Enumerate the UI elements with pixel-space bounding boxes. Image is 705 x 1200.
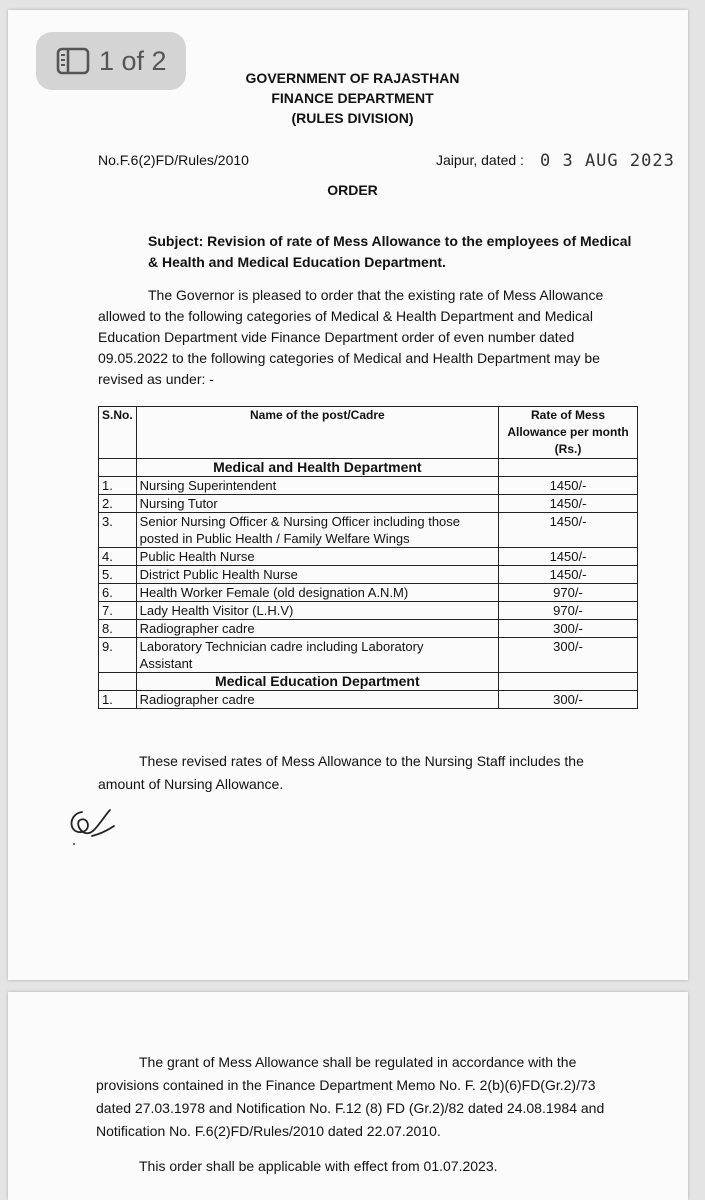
row-sno: 7. (99, 602, 137, 620)
table-row (99, 638, 638, 673)
row-post-name-line-2: Assistant (139, 656, 193, 671)
row-rate: 300/- (499, 638, 638, 673)
paragraph-1-line-2: allowed to the following categories of Medical & Health Department and Medical (98, 308, 593, 324)
row-post-name: Health Worker Female (old designation A.N.M) (136, 584, 498, 602)
row-post-name (136, 513, 498, 548)
empty-cell (499, 673, 638, 691)
table-row (99, 513, 638, 548)
header-post-name: Name of the post/Cadre (136, 407, 498, 459)
table-row (99, 477, 638, 495)
header-rate-line-2: Allowance per month (507, 425, 629, 439)
row-post-name-line-1: Senior Nursing Officer & Nursing Officer including those (139, 514, 461, 529)
row-rate: 1450/- (499, 548, 638, 566)
row-sno: 4. (99, 548, 137, 566)
letterhead (0, 68, 705, 128)
row-rate: 300/- (499, 691, 638, 709)
row-sno: 2. (99, 495, 137, 513)
row-post-name-line-1: Laboratory Technician cadre including Laboratory (139, 639, 424, 654)
row-post-name: Nursing Tutor (136, 495, 498, 513)
row-sno: 8. (99, 620, 137, 638)
table-row (99, 566, 638, 584)
row-sno: 6. (99, 584, 137, 602)
row-sno: 9. (99, 638, 137, 673)
empty-cell (99, 459, 137, 477)
row-sno: 5. (99, 566, 137, 584)
page2-para2: This order shall be applicable with effect from 01.07.2023. (139, 1158, 498, 1174)
row-rate: 1450/- (499, 566, 638, 584)
table-row (99, 620, 638, 638)
row-post-name: Nursing Superintendent (136, 477, 498, 495)
table-row (99, 691, 638, 709)
section-row (99, 673, 638, 691)
page2-para1-line-4: Notification No. F.6(2)FD/Rules/2010 dated 22.07.2010. (96, 1123, 441, 1139)
row-post-name-line-2: posted in Public Health / Family Welfare Wings (139, 531, 410, 546)
header-rate (499, 407, 638, 459)
row-post-name: District Public Health Nurse (136, 566, 498, 584)
section-title-medical-health: Medical and Health Department (136, 459, 498, 477)
table-row (99, 602, 638, 620)
row-rate: 1450/- (499, 495, 638, 513)
page2-para1-line-3: dated 27.03.1978 and Notification No. F.12 (8) FD (Gr.2)/82 dated 24.08.1984 and (96, 1100, 605, 1116)
reference-number: No.F.6(2)FD/Rules/2010 (98, 152, 249, 168)
header-rate-line-3: (Rs.) (554, 442, 582, 456)
mess-allowance-table (98, 406, 638, 709)
letterhead-department: FINANCE DEPARTMENT (271, 90, 434, 106)
row-rate: 970/- (499, 584, 638, 602)
paragraph-2-line-2: amount of Nursing Allowance. (98, 776, 284, 792)
table-row (99, 548, 638, 566)
table-header-row (99, 407, 638, 459)
row-post-name: Radiographer cadre (136, 620, 498, 638)
table-row (99, 495, 638, 513)
header-rate-line-1: Rate of Mess (530, 408, 606, 422)
date-stamp: 0 3 AUG 2023 (540, 151, 675, 171)
section-row (99, 459, 638, 477)
place-dated-label: Jaipur, dated : (436, 152, 524, 168)
signature-mark (62, 800, 122, 855)
row-rate: 1450/- (499, 477, 638, 495)
row-sno: 3. (99, 513, 137, 548)
section-title-medical-education: Medical Education Department (136, 673, 498, 691)
empty-cell (99, 673, 137, 691)
row-sno: 1. (99, 477, 137, 495)
paragraph-1-line-1: The Governor is pleased to order that the existing rate of Mess Allowance (148, 287, 604, 303)
paragraph-2-line-1: These revised rates of Mess Allowance to the Nursing Staff includes the (139, 753, 584, 769)
letterhead-division: (RULES DIVISION) (291, 110, 414, 126)
row-post-name: Lady Health Visitor (L.H.V) (136, 602, 498, 620)
row-post-name: Radiographer cadre (136, 691, 498, 709)
paragraph-1-line-3: Education Department vide Finance Department order of even number dated (98, 329, 575, 345)
row-post-name (136, 638, 498, 673)
empty-cell (499, 459, 638, 477)
subject-line-1: Subject: Revision of rate of Mess Allowance to the employees of Medical (148, 233, 632, 249)
paragraph-1-line-4: 09.05.2022 to the following categories of Medical and Health Department may be (98, 350, 600, 366)
page2-para1-line-2: provisions contained in the Finance Department Memo No. F. 2(b)(6)FD(Gr.2)/73 (96, 1077, 596, 1093)
row-rate: 300/- (499, 620, 638, 638)
paragraph-1-line-5: revised as under: - (98, 371, 214, 387)
page-indicator-label: 1 of 2 (99, 45, 167, 76)
subject-line-2: & Health and Medical Education Department. (148, 254, 446, 270)
header-sno: S.No. (99, 407, 137, 459)
table-row (99, 584, 638, 602)
row-rate: 1450/- (499, 513, 638, 548)
page2-para1-line-1: The grant of Mess Allowance shall be regulated in accordance with the (139, 1054, 577, 1070)
row-post-name: Public Health Nurse (136, 548, 498, 566)
row-sno: 1. (99, 691, 137, 709)
order-title: ORDER (327, 182, 378, 198)
row-rate: 970/- (499, 602, 638, 620)
letterhead-government: GOVERNMENT OF RAJASTHAN (245, 70, 460, 86)
